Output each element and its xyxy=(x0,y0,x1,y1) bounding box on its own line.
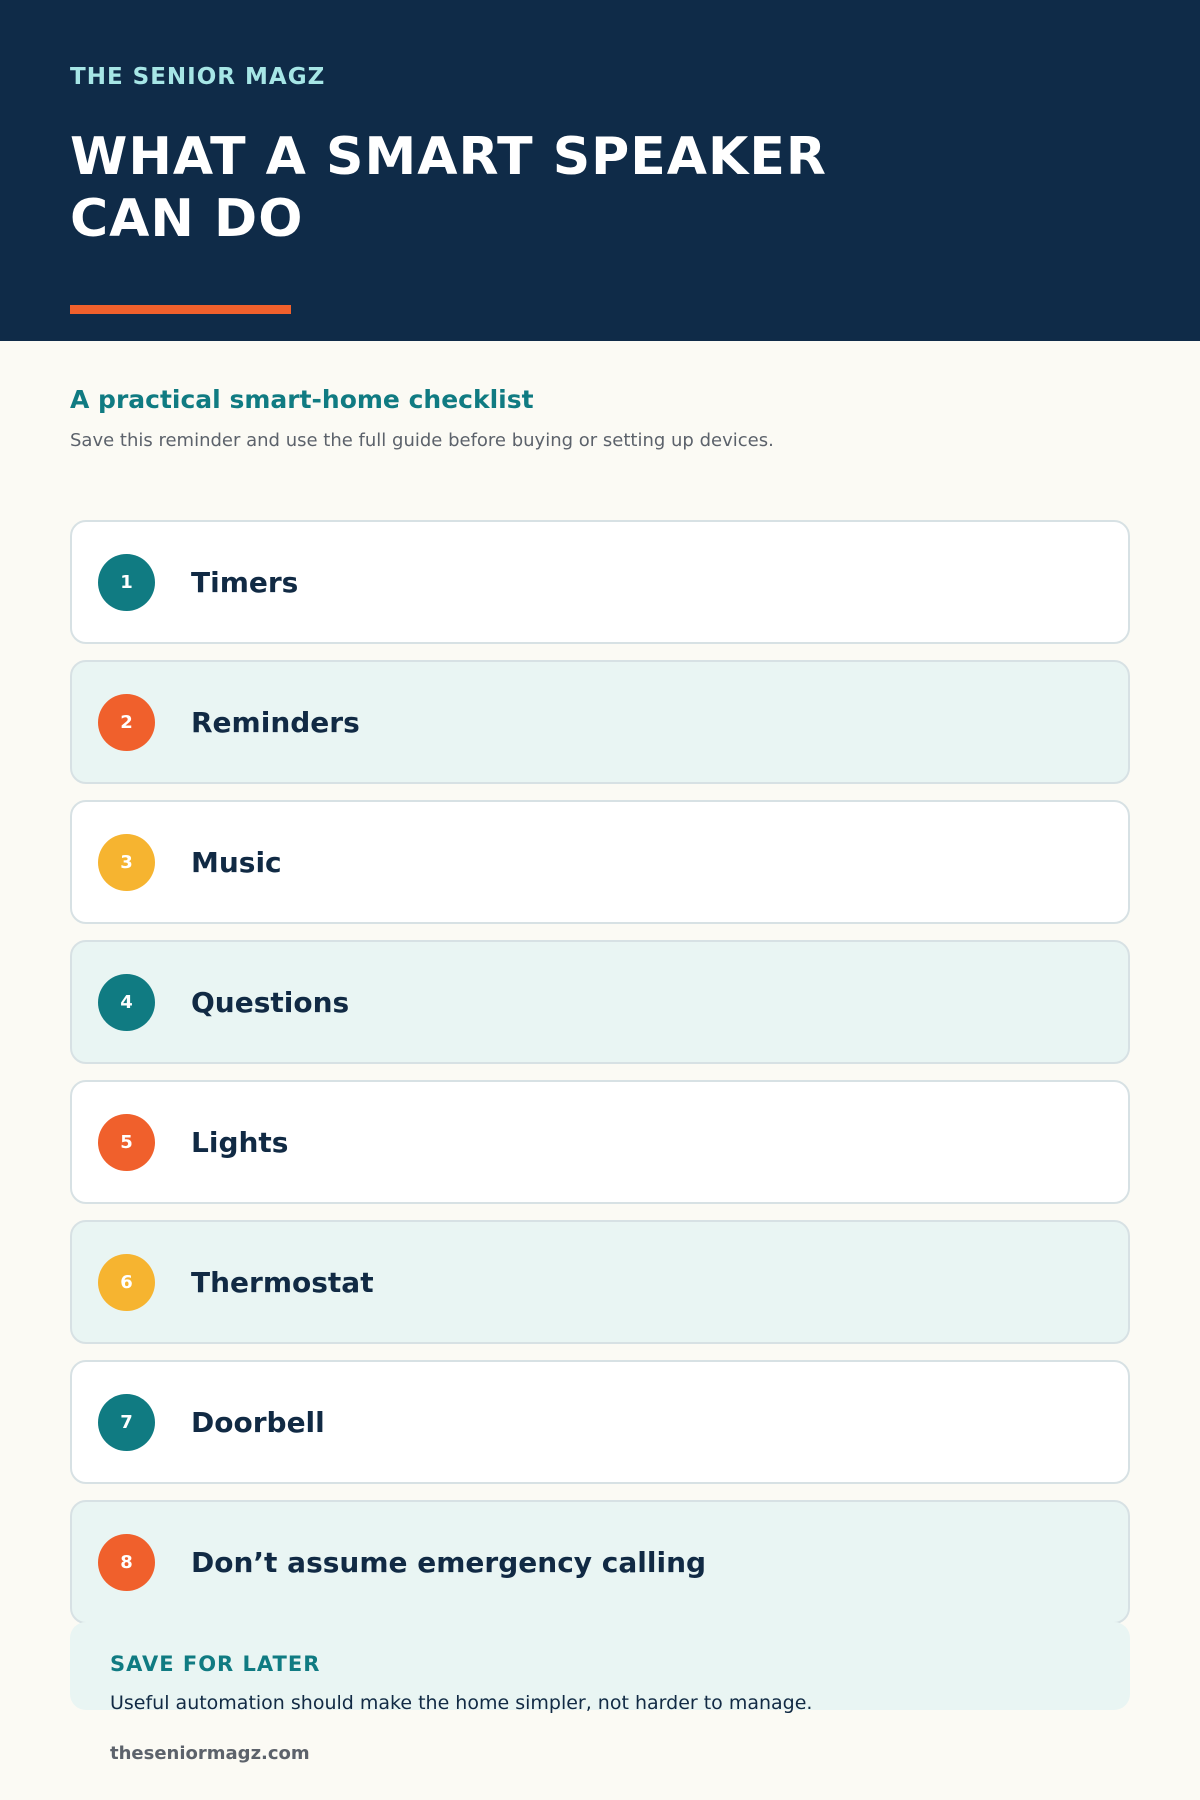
brand-name: THE SENIOR MAGZ xyxy=(70,64,326,90)
page-title: WHAT A SMART SPEAKER CAN DO xyxy=(70,127,827,249)
checklist-item xyxy=(70,1220,1130,1344)
item-label: Music xyxy=(191,845,282,879)
footer-url: theseniormagz.com xyxy=(110,1743,310,1764)
checklist-item xyxy=(70,1500,1130,1624)
item-number-badge: 7 xyxy=(98,1394,155,1451)
item-number-badge: 4 xyxy=(98,974,155,1031)
item-label: Lights xyxy=(191,1125,289,1159)
item-number-badge: 5 xyxy=(98,1114,155,1171)
item-number-badge: 6 xyxy=(98,1254,155,1311)
item-label: Doorbell xyxy=(191,1405,325,1439)
header-banner xyxy=(0,0,1200,341)
intro-description: Save this reminder and use the full guide before buying or setting up devices. xyxy=(70,430,774,451)
item-label: Reminders xyxy=(191,705,360,739)
title-accent-rule xyxy=(70,305,291,314)
item-number-badge: 2 xyxy=(98,694,155,751)
save-for-later-title: SAVE FOR LATER xyxy=(110,1652,321,1676)
item-label: Timers xyxy=(191,565,299,599)
checklist-item xyxy=(70,940,1130,1064)
checklist-item xyxy=(70,660,1130,784)
item-number-badge: 8 xyxy=(98,1534,155,1591)
checklist-item xyxy=(70,1360,1130,1484)
checklist-subtitle: A practical smart-home checklist xyxy=(70,385,534,414)
item-label: Don’t assume emergency calling xyxy=(191,1545,707,1579)
item-label: Questions xyxy=(191,985,350,1019)
checklist-item xyxy=(70,1080,1130,1204)
save-for-later-text: Useful automation should make the home simpler, not harder to manage. xyxy=(110,1692,813,1714)
checklist-item xyxy=(70,800,1130,924)
checklist-item xyxy=(70,520,1130,644)
item-number-badge: 1 xyxy=(98,554,155,611)
item-label: Thermostat xyxy=(191,1265,374,1299)
item-number-badge: 3 xyxy=(98,834,155,891)
